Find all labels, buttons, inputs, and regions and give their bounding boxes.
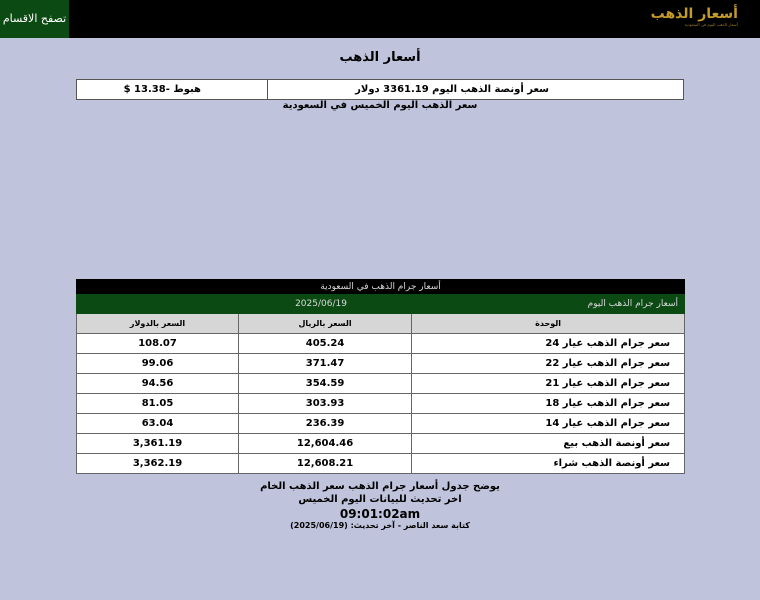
row-unit: سعر جرام الذهب عيار 24	[412, 334, 685, 354]
browse-sections-button[interactable]: تصفح الاقسام	[0, 0, 69, 38]
row-unit: سعر جرام الذهب عيار 14	[412, 414, 685, 434]
row-price-sar: 12,604.46	[239, 434, 412, 454]
row-price-usd: 3,361.19	[77, 434, 239, 454]
row-unit: سعر جرام الذهب عيار 22	[412, 354, 685, 374]
today-price-heading: سعر الذهب اليوم الخميس في السعودية	[282, 100, 478, 111]
row-unit: سعر جرام الذهب عيار 21	[412, 374, 685, 394]
row-price-usd: 108.07	[77, 334, 239, 354]
table-caption: أسعار جرام الذهب في السعودية	[77, 280, 685, 294]
column-header-sar: السعر بالريال	[239, 314, 412, 334]
table-caption-row	[77, 280, 685, 294]
ounce-price-box	[76, 79, 684, 100]
row-price-sar: 12,608.21	[239, 454, 412, 474]
row-price-sar: 303.93	[239, 394, 412, 414]
row-price-usd: 99.06	[77, 354, 239, 374]
table-row	[77, 354, 685, 374]
row-price-sar: 371.47	[239, 354, 412, 374]
table-row	[77, 454, 685, 474]
table-row	[77, 374, 685, 394]
update-time: 09:01:02am	[339, 507, 421, 521]
last-update-note: اخر تحديث للبيانات اليوم الخميس	[298, 494, 462, 505]
site-logo[interactable]	[650, 6, 738, 30]
table-description: يوضح جدول أسعار جرام الذهب سعر الذهب الخام	[260, 481, 500, 492]
row-price-usd: 63.04	[77, 414, 239, 434]
row-price-sar: 405.24	[239, 334, 412, 354]
ounce-change: هبوط -13.38 $	[123, 84, 201, 95]
gold-price-table	[76, 279, 685, 474]
table-head-label: أسعار جرام الذهب اليوم	[412, 294, 685, 314]
row-price-usd: 94.56	[77, 374, 239, 394]
row-price-sar: 354.59	[239, 374, 412, 394]
table-head-row	[77, 294, 685, 314]
row-price-usd: 3,362.19	[77, 454, 239, 474]
column-header-usd: السعر بالدولار	[77, 314, 239, 334]
table-row	[77, 434, 685, 454]
table-column-headers	[77, 314, 685, 334]
row-unit: سعر جرام الذهب عيار 18	[412, 394, 685, 414]
row-unit: سعر أونصة الذهب بيع	[412, 434, 685, 454]
ounce-price: سعر أونصة الذهب اليوم 3361.19 دولار	[267, 80, 683, 99]
column-header-unit: الوحدة	[412, 314, 685, 334]
page-title: أسعار الذهب	[339, 50, 421, 65]
table-head-date: 2025/06/19	[77, 294, 412, 314]
row-unit: سعر أونصة الذهب شراء	[412, 454, 685, 474]
table-row	[77, 414, 685, 434]
table-row	[77, 394, 685, 414]
logo-text: أسعار الذهب	[650, 6, 738, 22]
top-bar	[0, 0, 760, 38]
author-byline: كتابة سعد الناصر - آخر تحديث: (2025/06/19)	[290, 521, 470, 530]
row-price-usd: 81.05	[77, 394, 239, 414]
logo-subtext: أسعار الذهب اليوم في السعودية	[684, 22, 738, 27]
table-row	[77, 334, 685, 354]
row-price-sar: 236.39	[239, 414, 412, 434]
